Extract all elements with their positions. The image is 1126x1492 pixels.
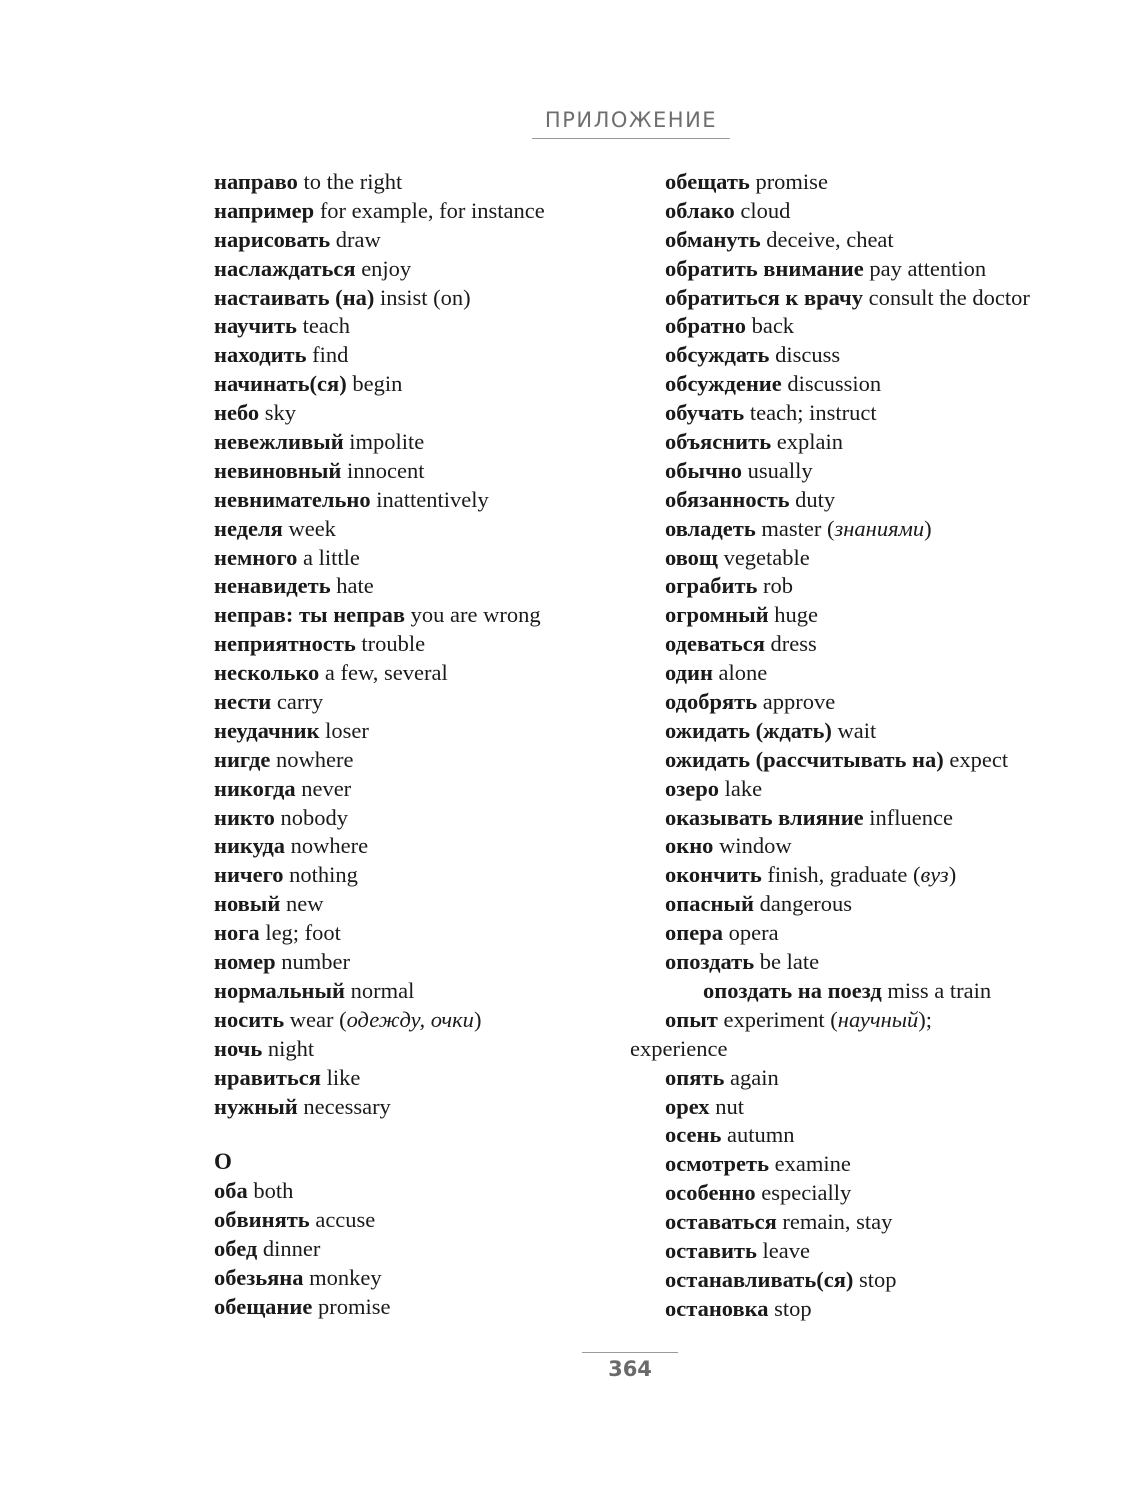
dictionary-entry xyxy=(665,1237,1125,1266)
translation: insist (on) xyxy=(374,284,471,310)
headword: неправ: ты неправ xyxy=(214,602,406,628)
translation: new xyxy=(280,891,324,917)
translation: to the right xyxy=(297,169,403,194)
dictionary-entry xyxy=(665,804,1125,833)
dictionary-entry xyxy=(214,804,674,833)
headword: обед xyxy=(214,1236,258,1262)
headword: наслаждаться xyxy=(214,255,356,281)
dictionary-entry xyxy=(214,1293,674,1322)
translation: stop xyxy=(768,1295,812,1321)
headword: нарисовать xyxy=(214,226,331,252)
dictionary-entry xyxy=(214,284,674,313)
dictionary-entry xyxy=(214,544,674,573)
dictionary-entry xyxy=(214,919,674,948)
translation: sky xyxy=(259,400,297,426)
dictionary-entry xyxy=(665,226,1125,255)
dictionary-entry xyxy=(214,832,674,861)
dictionary-entry xyxy=(665,659,1125,688)
translation: pay attention xyxy=(863,255,987,281)
dictionary-entry xyxy=(665,515,1125,544)
translation: discussion xyxy=(781,371,882,397)
dictionary-entry xyxy=(630,1035,1125,1064)
translation: necessary xyxy=(297,1093,391,1119)
headword: оказывать влияние xyxy=(665,804,864,830)
dictionary-entry xyxy=(665,168,1125,197)
dictionary-entry xyxy=(665,457,1125,486)
headword: овощ xyxy=(665,544,718,570)
translation: leg; foot xyxy=(259,920,341,946)
usage-note: вуз xyxy=(920,862,949,888)
dictionary-entry xyxy=(665,1093,1125,1122)
dictionary-entry xyxy=(665,544,1125,573)
dictionary-entry xyxy=(214,890,674,919)
headword: обвинять xyxy=(214,1207,310,1233)
translation: huge xyxy=(768,602,818,628)
headword: опыт xyxy=(665,1006,718,1032)
dictionary-entry xyxy=(214,746,674,775)
headword: нужный xyxy=(214,1093,298,1119)
dictionary-entry xyxy=(214,515,674,544)
dictionary-entry xyxy=(214,1064,674,1093)
translation: rob xyxy=(757,573,794,599)
translation: be late xyxy=(754,949,820,975)
dictionary-entry xyxy=(665,630,1125,659)
dictionary-entry xyxy=(214,428,674,457)
headword: опоздать на поезд xyxy=(703,977,882,1003)
page-number: 364 xyxy=(608,1357,652,1381)
headword: ненавидеть xyxy=(214,573,331,599)
headword: например xyxy=(214,197,315,223)
headword: нравиться xyxy=(214,1064,321,1090)
dictionary-column-right xyxy=(630,168,1125,1324)
dictionary-entry xyxy=(665,312,1125,341)
dictionary-entry xyxy=(665,775,1125,804)
translation: nothing xyxy=(283,862,358,888)
headword: нигде xyxy=(214,746,271,772)
translation: dress xyxy=(764,631,817,657)
dictionary-entry xyxy=(665,717,1125,746)
headword: ночь xyxy=(214,1035,263,1061)
dictionary-entry xyxy=(214,1264,674,1293)
headword: опоздать xyxy=(665,949,755,975)
translation: usually xyxy=(741,457,813,483)
dictionary-entry xyxy=(214,572,674,601)
translation: nut xyxy=(709,1093,744,1119)
usage-note: научный xyxy=(837,1006,919,1032)
headword: нога xyxy=(214,920,260,946)
translation: monkey xyxy=(303,1264,382,1290)
translation: trouble xyxy=(355,631,426,657)
translation: normal xyxy=(345,977,415,1003)
translation: again xyxy=(724,1064,779,1090)
headword: обратить внимание xyxy=(665,255,864,281)
headword: никто xyxy=(214,804,275,830)
headword: нести xyxy=(214,689,272,715)
headword: останавливать(ся) xyxy=(665,1266,854,1292)
punctuation: ); xyxy=(918,1006,933,1032)
dictionary-entry xyxy=(214,977,674,1006)
translation: promise xyxy=(749,169,828,194)
dictionary-entry xyxy=(214,601,674,630)
headword: одобрять xyxy=(665,689,758,715)
translation: leave xyxy=(756,1237,810,1263)
translation: draw xyxy=(330,226,381,252)
headword: один xyxy=(665,660,713,686)
translation: dangerous xyxy=(753,891,853,917)
dictionary-entry xyxy=(214,717,674,746)
headword: невнимательно xyxy=(214,486,371,512)
translation: stop xyxy=(853,1266,897,1292)
dictionary-entry xyxy=(214,312,674,341)
headword: ничего xyxy=(214,862,284,888)
translation: nowhere xyxy=(285,833,369,859)
dictionary-entry xyxy=(665,255,1125,284)
headword: оба xyxy=(214,1178,248,1204)
dictionary-entry xyxy=(214,255,674,284)
headword: одеваться xyxy=(665,631,765,657)
headword: находить xyxy=(214,342,307,368)
dictionary-entry xyxy=(214,1177,674,1206)
punctuation: ) xyxy=(924,515,932,541)
headword: несколько xyxy=(214,660,320,686)
dictionary-entry xyxy=(665,1006,1125,1035)
dictionary-entry xyxy=(665,284,1125,313)
headword: озеро xyxy=(665,775,720,801)
header-rule xyxy=(532,138,730,139)
dictionary-entry xyxy=(214,948,674,977)
translation: influence xyxy=(863,804,953,830)
translation: never xyxy=(295,775,352,801)
dictionary-entry xyxy=(665,1121,1125,1150)
translation: number xyxy=(275,949,350,975)
dictionary-entry xyxy=(665,370,1125,399)
translation: innocent xyxy=(341,457,425,483)
usage-note: одежду, очки xyxy=(346,1006,474,1032)
translation: approve xyxy=(757,689,836,715)
headword: ожидать (ждать) xyxy=(665,717,832,743)
headword: обычно xyxy=(665,457,742,483)
dictionary-entry xyxy=(214,659,674,688)
headword: обязанность xyxy=(665,486,790,512)
translation: like xyxy=(320,1064,361,1090)
section-letter: О xyxy=(214,1149,232,1175)
translation: opera xyxy=(722,920,779,946)
dictionary-entry xyxy=(214,168,674,197)
headword: носить xyxy=(214,1006,285,1032)
dictionary-entry xyxy=(665,601,1125,630)
headword: настаивать (на) xyxy=(214,284,375,310)
dictionary-entry xyxy=(665,832,1125,861)
translation: accuse xyxy=(309,1207,376,1233)
translation: especially xyxy=(755,1180,852,1206)
dictionary-entry xyxy=(214,197,674,226)
headword: ожидать (рассчитывать на) xyxy=(665,746,944,772)
translation: nobody xyxy=(274,804,349,830)
headword: опять xyxy=(665,1064,725,1090)
dictionary-entry xyxy=(214,341,674,370)
translation: carry xyxy=(271,689,324,715)
dictionary-entry xyxy=(665,399,1125,428)
translation: impolite xyxy=(343,429,425,455)
headword: начинать(ся) xyxy=(214,371,347,397)
dictionary-entry xyxy=(665,1179,1125,1208)
dictionary-entry xyxy=(665,688,1125,717)
translation: wait xyxy=(831,717,877,743)
translation: lake xyxy=(719,775,763,801)
headword: никогда xyxy=(214,775,296,801)
dictionary-entry xyxy=(214,1006,674,1035)
dictionary-entry xyxy=(214,1235,674,1264)
translation: a few, several xyxy=(319,660,448,686)
headword: опасный xyxy=(665,891,754,917)
translation: deceive, cheat xyxy=(760,226,894,252)
dictionary-entry xyxy=(214,370,674,399)
dictionary-entry xyxy=(214,486,674,515)
footer-rule xyxy=(582,1352,678,1353)
dictionary-entry xyxy=(665,919,1125,948)
dictionary-entry xyxy=(665,428,1125,457)
headword: обучать xyxy=(665,400,745,426)
dictionary-entry xyxy=(214,1035,674,1064)
headword: обещать xyxy=(665,169,750,194)
headword: немного xyxy=(214,544,298,570)
headword: никуда xyxy=(214,833,286,859)
headword: оставаться xyxy=(665,1209,777,1235)
translation: autumn xyxy=(721,1122,795,1148)
dictionary-entry xyxy=(665,341,1125,370)
translation: consult the doctor xyxy=(862,284,1030,310)
headword: остановка xyxy=(665,1295,769,1321)
headword: огромный xyxy=(665,602,769,628)
dictionary-entry xyxy=(214,226,674,255)
running-header: ПРИЛОЖЕНИЕ xyxy=(544,108,718,132)
headword: обезьяна xyxy=(214,1264,304,1290)
headword: овладеть xyxy=(665,515,756,541)
headword: невиновный xyxy=(214,457,342,483)
dictionary-entry xyxy=(665,948,1125,977)
translation: expect xyxy=(943,746,1009,772)
headword: оставить xyxy=(665,1237,757,1263)
translation: you are wrong xyxy=(405,602,541,628)
dictionary-entry xyxy=(665,1064,1125,1093)
headword: обсуждать xyxy=(665,342,770,368)
translation: hate xyxy=(330,573,374,599)
translation: duty xyxy=(789,486,836,512)
dictionary-entry xyxy=(214,399,674,428)
dictionary-entry xyxy=(665,890,1125,919)
translation: nowhere xyxy=(270,746,354,772)
translation: find xyxy=(306,342,349,368)
punctuation: ) xyxy=(473,1006,482,1032)
dictionary-entry xyxy=(214,1093,674,1122)
translation: alone xyxy=(712,660,768,686)
translation: vegetable xyxy=(717,544,810,570)
translation: experiment ( xyxy=(717,1006,838,1032)
translation: teach; instruct xyxy=(744,400,877,426)
dictionary-entry xyxy=(665,572,1125,601)
translation: begin xyxy=(346,371,403,397)
dictionary-entry xyxy=(665,486,1125,515)
dictionary-entry xyxy=(214,775,674,804)
headword: осмотреть xyxy=(665,1151,769,1177)
translation: back xyxy=(745,313,795,339)
headword: опера xyxy=(665,920,723,946)
dictionary-entry xyxy=(665,197,1125,226)
headword: объяснить xyxy=(665,429,772,455)
translation: wear ( xyxy=(284,1006,347,1032)
headword: невежливый xyxy=(214,429,344,455)
headword: окно xyxy=(665,833,714,859)
headword: неудачник xyxy=(214,717,320,743)
headword: обещание xyxy=(214,1293,313,1319)
translation: master ( xyxy=(755,515,835,541)
dictionary-entry xyxy=(214,1206,674,1235)
translation: loser xyxy=(319,717,369,743)
dictionary-entry xyxy=(665,1150,1125,1179)
translation: week xyxy=(282,515,336,541)
headword: особенно xyxy=(665,1180,756,1206)
translation: miss a train xyxy=(881,977,992,1003)
headword: номер xyxy=(214,949,276,975)
dictionary-entry xyxy=(665,1295,1125,1324)
dictionary-entry xyxy=(214,630,674,659)
translation: remain, stay xyxy=(776,1209,893,1235)
translation: teach xyxy=(296,313,351,339)
translation: both xyxy=(247,1178,294,1204)
punctuation: ) xyxy=(948,862,957,888)
headword: окончить xyxy=(665,862,762,888)
translation: finish, graduate ( xyxy=(761,862,921,888)
dictionary-entry xyxy=(214,457,674,486)
headword: нормальный xyxy=(214,977,346,1003)
translation: window xyxy=(713,833,792,859)
dictionary-entry xyxy=(665,1266,1125,1295)
dictionary-entry xyxy=(665,861,1125,890)
translation: a little xyxy=(297,544,360,570)
translation: experience xyxy=(630,1035,728,1061)
translation: discuss xyxy=(769,342,841,368)
headword: научить xyxy=(214,313,297,339)
headword: облако xyxy=(665,197,735,223)
translation: promise xyxy=(312,1293,391,1319)
translation: for example, for instance xyxy=(314,197,545,223)
headword: орех xyxy=(665,1093,710,1119)
translation: explain xyxy=(771,429,843,455)
dictionary-entry xyxy=(214,688,674,717)
dictionary-entry xyxy=(214,861,674,890)
headword: новый xyxy=(214,891,281,917)
headword: направо xyxy=(214,169,298,194)
usage-note: знаниями xyxy=(834,515,925,541)
translation: night xyxy=(262,1035,315,1061)
headword: обсуждение xyxy=(665,371,782,397)
headword: неделя xyxy=(214,515,283,541)
dictionary-entry xyxy=(665,977,1125,1006)
dictionary-entry xyxy=(665,1208,1125,1237)
headword: обратно xyxy=(665,313,746,339)
headword: неприятность xyxy=(214,631,356,657)
translation: dinner xyxy=(257,1236,321,1262)
translation: inattentively xyxy=(370,486,489,512)
headword: обмануть xyxy=(665,226,761,252)
dictionary-entry xyxy=(665,746,1125,775)
headword: небо xyxy=(214,400,260,426)
translation: enjoy xyxy=(355,255,412,281)
section-gap xyxy=(214,1121,674,1148)
headword: обратиться к врачу xyxy=(665,284,863,310)
headword: осень xyxy=(665,1122,722,1148)
translation: cloud xyxy=(734,197,791,223)
translation: examine xyxy=(769,1151,851,1177)
dictionary-column-left xyxy=(214,168,674,1322)
headword: ограбить xyxy=(665,573,758,599)
